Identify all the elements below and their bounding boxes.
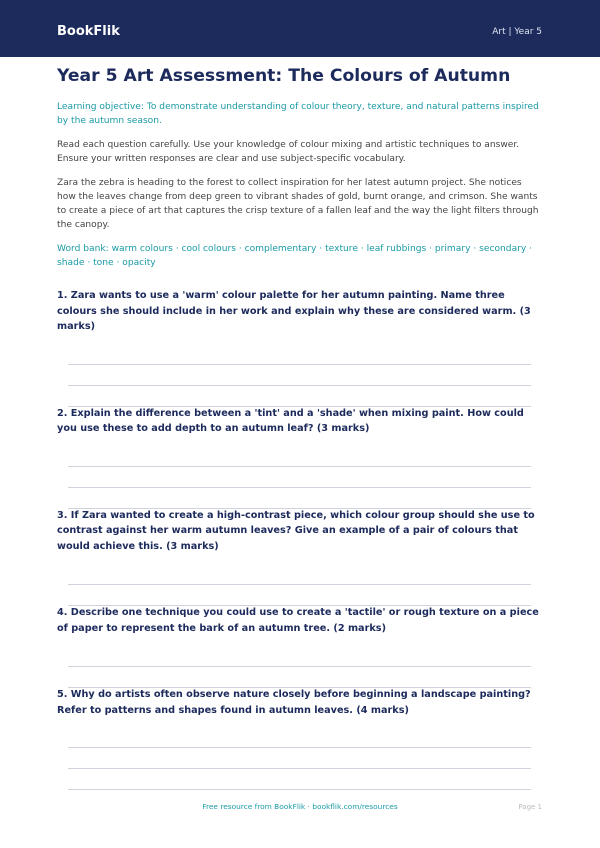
- answer-line[interactable]: [68, 487, 531, 488]
- instructions: Read each question carefully. Use your knowledge of colour mixing and artistic techniques to answer. Ensure your written responses are clear and use subject-specific vocabulary.: [57, 140, 520, 164]
- story-text: Zara the zebra is heading to the forest to collect inspiration for her latest autumn project. She notices how the leaves change from deep green to vibrant shades of gold, burnt orange, and crimson. She wants to create a piece of art that captures the crisp texture of a fallen leaf and the way the light filters through the canopy.: [57, 178, 539, 230]
- answer-line[interactable]: [68, 789, 531, 790]
- question-2: 2. Explain the difference between a 'tint' and a 'shade' when mixing paint. How could you use these to add depth to an autumn leaf? (3 marks): [57, 407, 524, 434]
- answer-line[interactable]: [68, 385, 531, 386]
- footer-link[interactable]: Free resource from BookFlik · bookflik.com/resources: [202, 802, 398, 811]
- answer-line[interactable]: [68, 364, 531, 365]
- question-5: 5. Why do artists often observe nature closely before beginning a landscape painting? Refer to patterns and shapes found in autumn leaves. (4 marks): [57, 689, 531, 716]
- answer-line[interactable]: [68, 584, 531, 585]
- answer-line[interactable]: [68, 466, 531, 467]
- page-title: Year 5 Art Assessment: The Colours of Autumn: [57, 66, 511, 86]
- brand-logo: BookFlik: [57, 24, 120, 39]
- answer-line[interactable]: [68, 747, 531, 748]
- answer-line[interactable]: [68, 768, 531, 769]
- learning-objective: Learning objective: To demonstrate understanding of colour theory, texture, and natural patterns inspired by the autumn season.: [57, 102, 539, 126]
- word-bank: Word bank: warm colours · cool colours · complementary · texture · leaf rubbings · primary · secondary · shade · tone · opacity: [57, 244, 533, 268]
- subject-tag: Art | Year 5: [492, 27, 542, 37]
- header-bar: [0, 0, 600, 57]
- worksheet-content: [57, 66, 543, 790]
- question-4: 4. Describe one technique you could use to create a 'tactile' or rough texture on a piece of paper to represent the bark of an autumn tree. (2 marks): [57, 607, 539, 634]
- question-1: 1. Zara wants to use a 'warm' colour palette for her autumn painting. Name three colours she should include in her work and explain why these are considered warm. (3 marks): [57, 290, 531, 332]
- page-number: Page 1: [518, 803, 542, 811]
- answer-line[interactable]: [68, 666, 531, 667]
- question-3: 3. If Zara wanted to create a high-contrast piece, which colour group should she use to contrast against her warm autumn leaves? Give an example of a pair of colours that would achieve this. (3 marks): [57, 509, 535, 552]
